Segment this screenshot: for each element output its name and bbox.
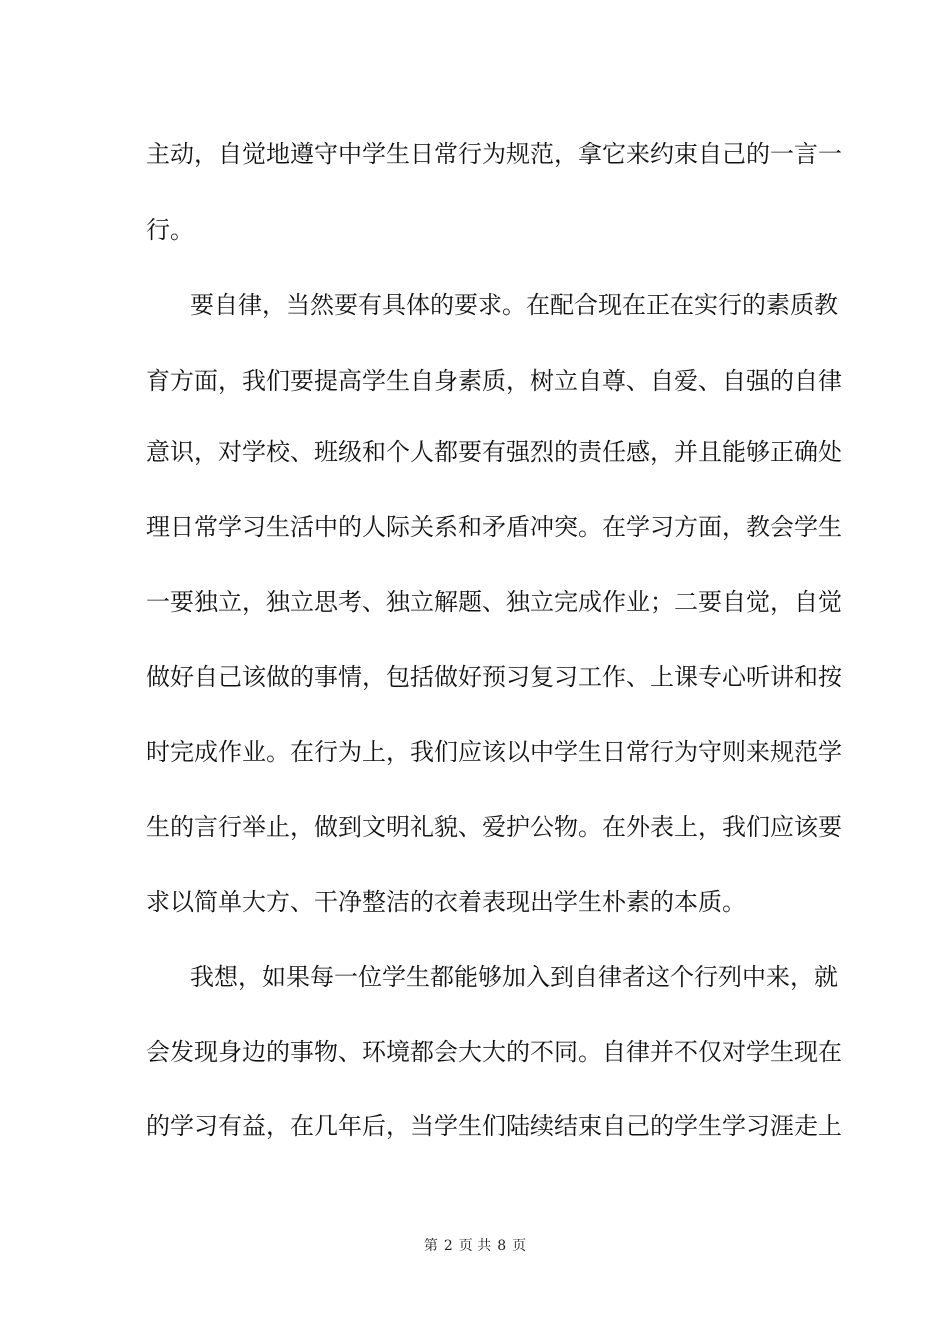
paragraph-line: 我想，如果每一位学生都能够加入到自律者这个行列中来，就: [190, 963, 838, 991]
paragraph-line: 会发现身边的事物、环境都会大大的不同。自律并不仅对学生现在: [146, 1038, 842, 1066]
paragraph-line: 育方面，我们要提高学生自身素质，树立自尊、自爱、自强的自律: [146, 367, 842, 395]
footer-prefix: 第: [423, 1238, 438, 1254]
paragraph-line: 求以简单大方、干净整洁的衣着表现出学生朴素的本质。: [146, 888, 746, 916]
footer-page-number: 2: [443, 1238, 453, 1254]
footer-suffix: 页: [512, 1238, 527, 1254]
paragraph-line: 行。: [146, 216, 194, 244]
paragraph-line: 的学习有益，在几年后，当学生们陆续结束自己的学生学习涯走上: [146, 1112, 842, 1140]
paragraph-line: 生的言行举止，做到文明礼貌、爱护公物。在外表上，我们应该要: [146, 813, 842, 841]
page-footer: [0, 1236, 950, 1256]
footer-total-pages: 8: [497, 1238, 507, 1254]
paragraph-line: 时完成作业。在行为上，我们应该以中学生日常行为守则来规范学: [146, 738, 842, 766]
paragraph-line: 主动，自觉地遵守中学生日常行为规范，拿它来约束自己的一言一: [146, 140, 842, 168]
paragraph-line: 要自律，当然要有具体的要求。在配合现在正在实行的素质教: [190, 291, 838, 319]
paragraph-line: 一要独立，独立思考、独立解题、独立完成作业；二要自觉，自觉: [146, 588, 842, 616]
paragraph-line: 理日常学习生活中的人际关系和矛盾冲突。在学习方面，教会学生: [146, 513, 842, 541]
footer-mid: 页 共: [458, 1238, 492, 1254]
paragraph-line: 做好自己该做的事情，包括做好预习复习工作、上课专心听讲和按: [146, 663, 842, 691]
paragraph-line: 意识，对学校、班级和个人都要有强烈的责任感，并且能够正确处: [146, 438, 842, 466]
